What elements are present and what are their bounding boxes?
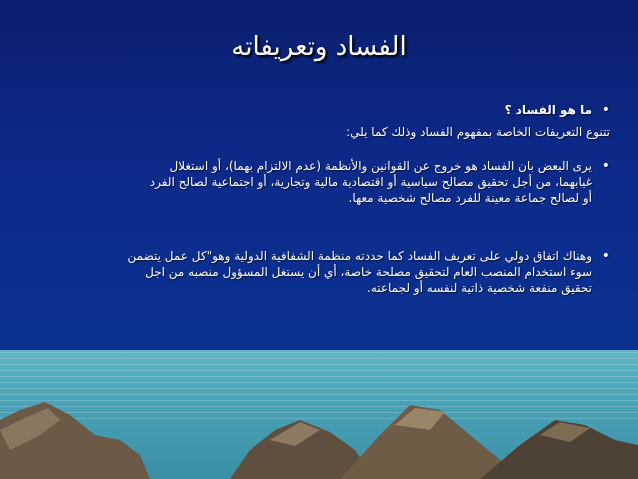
bullet-text: يرى البعض بان الفساد هو خروج عن القوانين والأنظمة (عدم الالتزام بهما)، أو استغلال [169,159,592,173]
bullet-text: ما هو الفساد ؟ [504,103,592,117]
intro-line [25,124,610,140]
slide-title: الفساد وتعريفاته [231,32,407,62]
slide-content [25,102,610,296]
bullet-text: تحقيق منفعة شخصية ذاتية لنفسه أو لجماعته. [367,281,592,295]
bullet-dot: • [601,158,610,174]
bullet-definition-2 [25,248,610,296]
bullet-dot: • [601,248,610,264]
bullet-dot: • [601,102,610,118]
bullet-question [25,102,610,118]
bullet-text: سوء استخدام المنصب العام لتحقيق مصلحة خاصة، أي أن يستغل المسؤول منصبه من اجل [145,265,592,279]
bullet-text: أو لصالح جماعة معينة للفرد مصالح شخصية معها. [348,191,592,205]
bullet-text: وهناك اتفاق دولي على تعريف الفساد كما حددته منظمة الشفافية الدولية وهو"كل عمل يتضمن [127,249,592,263]
bullet-text: غيابهما، من أجل تحقيق مصالح سياسية أو اقتصادية مالية وتجارية، أو اجتماعية لصالح الفرد [149,175,592,189]
bullet-definition-1 [25,158,610,206]
intro-text: تتنوع التعريفات الخاصة بمفهوم الفساد وذلك كما يلي: [346,125,610,139]
mountains-image [0,380,638,479]
